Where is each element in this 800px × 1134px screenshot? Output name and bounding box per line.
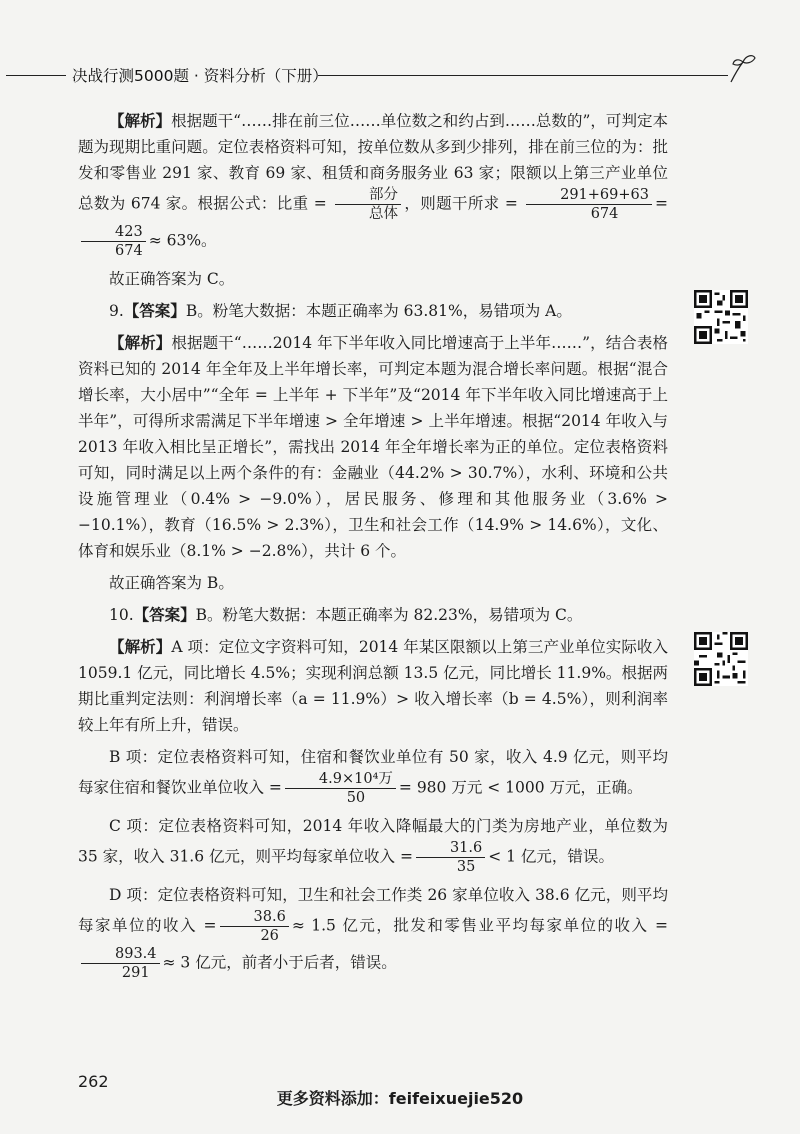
footer-note: 更多资料添加：feifeixuejie520 [276,1089,524,1108]
running-header [0,62,800,90]
q10-analysis-d: D 项：定位表格资料可知，卫生和社会工作类 26 家单位收入 38.6 亿元，则平均每家单位的收入 = $\frac{38.6}{26}$ ≈ 1.5 亿元，批发和零售业平均每家单位的收入 = $\frac{893.4}{291}$ ≈ 3 亿元，前者小于后者，错误。 [78,886,668,981]
qr-code-icon[interactable] [694,290,748,344]
fraction-sum: $\frac{291+69+63}{674}$ [526,186,652,223]
q10-analysis-a: 【解析】A 项：定位文字资料可知，2014 年某区限额以上第三产业单位实际收入 1059.1 亿元，同比增长 4.5%；实现利润总额 13.5 亿元，同比增长 11.9%。根据两期比重判定法则：利润增长率（a = 11.9%）> 收入增长率（b = 4.5%），则利润率较上年有所上升，错误。 [78,638,668,734]
q8-conclusion: 故正确答案为 C。 [109,270,235,288]
q8-analysis-text: 根据题干“……排在前三位……单位数之和约占到……总数的”，可判定本题为现期比重问题。定位表格资料可知，按单位数从多到少排列，排在前三位的为：批发和零售业 291 家、教育 69 家、租赁和商务服务业 63 家；限额以上第三产业单位总数为 674 家。根据公式：比重 = [78,112,668,213]
q8-analysis: 【解析】根据题干“……排在前三位……单位数之和约占到……总数的”，可判定本题为现期比重问题。定位表格资料可知，按单位数从多到少排列，排在前三位的为：批发和零售业 291 家、教育 69 家、租赁和商务服务业 63 家；限额以上第三产业单位总数为 674 家。根据公式：比重 = $\frac{\text{部分}}{\text{总体}}$ ，则题干所求 = $\frac{291+69+63}{674}$ = $\frac{423}{674}$ ≈ 63%。 [78,112,668,259]
leaf-icon [728,52,758,84]
fraction-b: $\frac{\text{4.9×10⁴万}}{50}$ [285,770,396,807]
header-rule-right [318,75,728,76]
page-number: 262 [78,1072,109,1091]
header-title: 决战行测5000题 · 资料分析（下册） [72,67,328,85]
fraction-c: $\frac{31.6}{35}$ [416,839,485,876]
q9-analysis: 【解析】根据题干“……2014 年下半年收入同比增速高于上半年……”，结合表格资料已知的 2014 年全年及上半年增长率，可判定本题为混合增长率问题。根据“混合增长率，大小居中”“全年 = 上半年 + 下半年”及“2014 年下半年收入同比增速高于上半年”，可得所求需满足下半年增速 > 全年增速 > 上半年增速。根据“2014 年收入与 2013 年收入相比呈正增长”，需找出 2014 年全年增长率为正的单位。定位表格资料可知，同时满足以上两个条件的有：金融业（44.2% > 30.7%），水利、环境和公共设施管理业（0.4% > −9.0%），居民服务、修理和其他服务业（3.6% > −10.1%），教育（16.5% > 2.3%），卫生和社会工作（14.9% > 14.6%），文化、体育和娱乐业（8.1% > −2.8%），共计 6 个。 [78,334,668,560]
qr-code-icon[interactable] [694,632,748,686]
fraction-d2: $\frac{893.4}{291}$ [81,945,160,982]
q10-answer: 10.【答案】B。粉笔大数据：本题正确率为 82.23%，易错项为 C。 [109,606,583,624]
answer-tag: 【答案】 [133,606,196,624]
fraction-d1: $\frac{38.6}{26}$ [220,908,289,945]
q9-answer: 9.【答案】B。粉笔大数据：本题正确率为 63.81%，易错项为 A。 [109,302,572,320]
q10-analysis-b: B 项：定位表格资料可知，住宿和餐饮业单位有 50 家，收入 4.9 亿元，则平均每家住宿和餐饮业单位收入 = $\frac{\text{4.9×10⁴万}}{50}$ = 980 万元 < 1000 万元，正确。 [78,748,668,806]
fraction-result: $\frac{423}{674}$ [81,223,146,260]
answer-tag: 【答案】 [123,302,186,320]
q10-analysis-c: C 项：定位表格资料可知，2014 年收入降幅最大的门类为房地产业，单位数为 35 家，收入 31.6 亿元，则平均每家单位收入 = $\frac{31.6}{35}$ < 1 亿元，错误。 [78,817,668,875]
analysis-tag: 【解析】 [109,112,172,130]
fraction-part-whole: $\frac{\text{部分}}{\text{总体}}$ [335,186,401,223]
q9-conclusion: 故正确答案为 B。 [109,574,234,592]
analysis-tag: 【解析】 [109,334,172,352]
page-content [78,108,668,988]
analysis-tag: 【解析】 [109,638,172,656]
header-rule-left [6,75,66,76]
